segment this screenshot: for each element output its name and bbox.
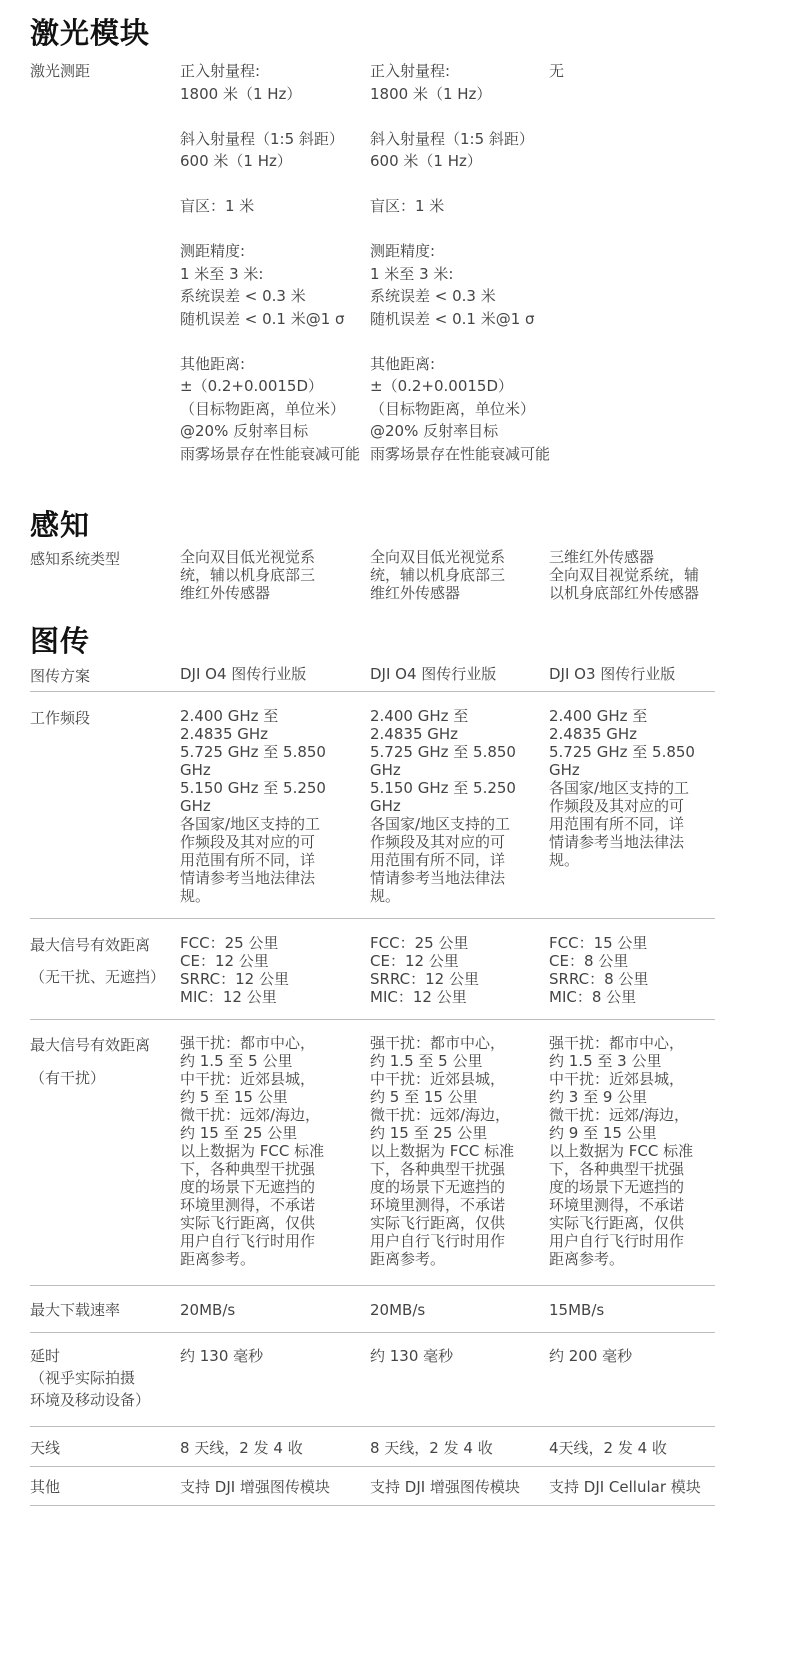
- row-sublabel-range-clear: （无干扰、无遮挡）: [30, 968, 166, 986]
- antenna-col3: 4天线，2 发 4 收: [549, 1439, 667, 1457]
- text-line: 盲区：1 米: [180, 197, 255, 215]
- band-col2: 2.400 GHz 至 2.4835 GHz 5.725 GHz 至 5.850 GHz 5.150 GHz 至 5.250 GHz 各国家/地区支持的工 作频段及其对应的可 用范围有所不同，详 情请参考当地法律法 规。: [370, 707, 516, 905]
- text-line: 1800 米（1 Hz）: [180, 84, 302, 103]
- laser-range-col2: [370, 60, 551, 465]
- other-col1: 支持 DJI 增强图传模块: [180, 1478, 330, 1496]
- divider: [30, 691, 715, 692]
- text-line: 系统误差 < 0.3 米: [180, 287, 306, 305]
- divider: [30, 1426, 715, 1427]
- divider: [30, 1505, 715, 1506]
- row-label-band: 工作频段: [30, 709, 91, 727]
- antenna-col1: 8 天线，2 发 4 收: [180, 1439, 303, 1457]
- text-line: 盲区：1 米: [370, 197, 445, 215]
- sensing-type-col2: 全向双目低光视觉系 统，辅以机身底部三 维红外传感器: [370, 548, 506, 602]
- section-title-laser: 激光模块: [30, 16, 151, 50]
- sensing-type-col3: 三维红外传感器 全向双目视觉系统，辅 以机身底部红外传感器: [549, 548, 700, 602]
- text-line: 随机误差 < 0.1 米@1 σ: [370, 309, 535, 328]
- range-clear-col3: FCC：15 公里 CE：8 公里 SRRC：8 公里 MIC：8 公里: [549, 934, 649, 1006]
- row-sublabel-range-interf: （有干扰）: [30, 1069, 106, 1087]
- divider: [30, 918, 715, 919]
- text-line: 正入射量程:: [370, 62, 451, 80]
- row-label-latency: 延时 （视乎实际拍摄 环境及移动设备）: [30, 1347, 151, 1409]
- row-label-scheme: 图传方案: [30, 667, 91, 685]
- latency-col3: 约 200 毫秒: [549, 1347, 633, 1365]
- row-label-other: 其他: [30, 1478, 61, 1496]
- text-line: @20% 反射率目标: [180, 422, 309, 440]
- row-label-sensing-type: 感知系统类型: [30, 550, 121, 568]
- download-col1: 20MB/s: [180, 1301, 236, 1319]
- text-line: 其他距离:: [370, 354, 436, 373]
- text-line: 随机误差 < 0.1 米@1 σ: [180, 309, 345, 328]
- section-title-sensing: 感知: [30, 508, 91, 542]
- range-interf-col1: 强干扰：都市中心， 约 1.5 至 5 公里 中干扰：近郊县城， 约 5 至 15 公里 微干扰：远郊/海边， 约 15 至 25 公里 以上数据为 FCC 标准 下，各种典型干扰强 度的场景下无遮挡的 环境里测得，不承诺 实际飞行距离，仅供 用户自行飞行时用作 距离参考。: [180, 1034, 325, 1268]
- text-line: （目标物距离，单位米）: [180, 399, 346, 418]
- text-line: 系统误差 < 0.3 米: [370, 287, 496, 305]
- scheme-col2: DJI O4 图传行业版: [370, 665, 497, 683]
- text-line: 1 米至 3 米:: [180, 264, 264, 283]
- text-line: 1800 米（1 Hz）: [370, 84, 492, 103]
- laser-range-col3: 无: [549, 62, 565, 80]
- sensing-type-col1: 全向双目低光视觉系 统，辅以机身底部三 维红外传感器: [180, 548, 316, 602]
- download-col2: 20MB/s: [370, 1301, 426, 1319]
- band-col1: 2.400 GHz 至 2.4835 GHz 5.725 GHz 至 5.850 GHz 5.150 GHz 至 5.250 GHz 各国家/地区支持的工 作频段及其对应的可 用范围有所不同，详 情请参考当地法律法 规。: [180, 707, 326, 905]
- range-interf-col2: 强干扰：都市中心， 约 1.5 至 5 公里 中干扰：近郊县城， 约 5 至 15 公里 微干扰：远郊/海边， 约 15 至 25 公里 以上数据为 FCC 标准 下，各种典型干扰强 度的场景下无遮挡的 环境里测得，不承诺 实际飞行距离，仅供 用户自行飞行时用作 距离参考。: [370, 1034, 515, 1268]
- section-title-transmission: 图传: [30, 624, 91, 658]
- text-line: ±（0.2+0.0015D）: [180, 377, 324, 395]
- divider: [30, 1332, 715, 1333]
- text-line: 斜入射量程（1:5 斜距）: [370, 129, 534, 148]
- scheme-col1: DJI O4 图传行业版: [180, 665, 307, 683]
- text-line: 雨雾场景存在性能衰减可能: [370, 444, 551, 463]
- other-col2: 支持 DJI 增强图传模块: [370, 1478, 520, 1496]
- antenna-col2: 8 天线，2 发 4 收: [370, 1439, 493, 1457]
- divider: [30, 1466, 715, 1467]
- row-label-range-interf: 最大信号有效距离: [30, 1036, 151, 1054]
- row-label-laser-range: 激光测距: [30, 62, 91, 80]
- text-line: ±（0.2+0.0015D）: [370, 377, 514, 395]
- latency-col1: 约 130 毫秒: [180, 1347, 264, 1365]
- text-line: 600 米（1 Hz）: [180, 152, 292, 170]
- divider: [30, 1285, 715, 1286]
- text-line: 600 米（1 Hz）: [370, 152, 482, 170]
- row-label-antenna: 天线: [30, 1439, 61, 1457]
- download-col3: 15MB/s: [549, 1301, 605, 1319]
- range-clear-col2: FCC：25 公里 CE：12 公里 SRRC：12 公里 MIC：12 公里: [370, 934, 479, 1006]
- latency-col2: 约 130 毫秒: [370, 1347, 454, 1365]
- text-line: （目标物距离，单位米）: [370, 399, 536, 418]
- other-col3: 支持 DJI Cellular 模块: [549, 1478, 701, 1496]
- text-line: 测距精度:: [180, 242, 246, 260]
- row-label-range-clear: 最大信号有效距离: [30, 936, 151, 954]
- row-label-download: 最大下载速率: [30, 1301, 121, 1319]
- divider: [30, 1019, 715, 1020]
- text-line: 1 米至 3 米:: [370, 264, 454, 283]
- text-line: 其他距离:: [180, 354, 246, 373]
- band-col3: 2.400 GHz 至 2.4835 GHz 5.725 GHz 至 5.850 GHz 各国家/地区支持的工 作频段及其对应的可 用范围有所不同，详 情请参考当地法律法 规。: [549, 707, 695, 869]
- range-clear-col1: FCC：25 公里 CE：12 公里 SRRC：12 公里 MIC：12 公里: [180, 934, 289, 1006]
- text-line: 测距精度:: [370, 242, 436, 260]
- scheme-col3: DJI O3 图传行业版: [549, 665, 676, 683]
- range-interf-col3: 强干扰：都市中心， 约 1.5 至 3 公里 中干扰：近郊县城， 约 3 至 9 公里 微干扰：远郊/海边， 约 9 至 15 公里 以上数据为 FCC 标准 下，各种典型干扰强 度的场景下无遮挡的 环境里测得，不承诺 实际飞行距离，仅供 用户自行飞行时用作 距离参考。: [549, 1034, 694, 1268]
- text-line: @20% 反射率目标: [370, 422, 499, 440]
- laser-range-col1: [180, 60, 361, 465]
- text-line: 斜入射量程（1:5 斜距）: [180, 129, 344, 148]
- text-line: 正入射量程:: [180, 62, 261, 80]
- text-line: 雨雾场景存在性能衰减可能: [180, 444, 361, 463]
